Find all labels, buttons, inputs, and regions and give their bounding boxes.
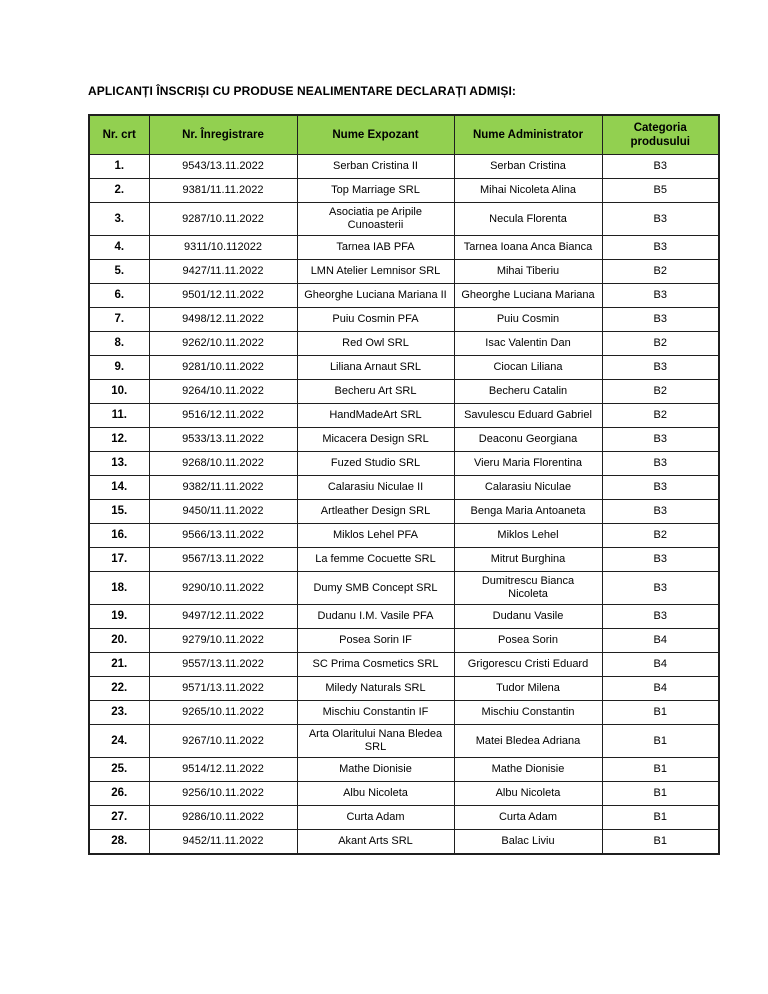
row-number: 16. <box>89 524 149 548</box>
table-row <box>89 830 719 854</box>
applicants-table <box>88 114 720 855</box>
exhibitor-name: Becheru Art SRL <box>297 380 454 404</box>
administrator-name: Mathe Dionisie <box>454 758 602 782</box>
exhibitor-name: Akant Arts SRL <box>297 830 454 854</box>
table-row <box>89 155 719 179</box>
table-header <box>89 115 719 155</box>
administrator-name: Calarasiu Niculae <box>454 476 602 500</box>
table-row <box>89 380 719 404</box>
row-number: 13. <box>89 452 149 476</box>
administrator-name: Posea Sorin <box>454 629 602 653</box>
column-header-administrator: Nume Administrator <box>454 115 602 155</box>
registration-number: 9256/10.11.2022 <box>149 782 297 806</box>
administrator-name: Serban Cristina <box>454 155 602 179</box>
administrator-name: Dumitrescu Bianca Nicoleta <box>454 572 602 605</box>
product-category: B1 <box>602 830 719 854</box>
administrator-name: Mihai Tiberiu <box>454 260 602 284</box>
registration-number: 9566/13.11.2022 <box>149 524 297 548</box>
administrator-name: Mitrut Burghina <box>454 548 602 572</box>
page-title: APLICANȚI ÎNSCRIȘI CU PRODUSE NEALIMENTARE DECLARAȚI ADMIȘI: <box>88 84 517 98</box>
table-row <box>89 476 719 500</box>
exhibitor-name: La femme Cocuette SRL <box>297 548 454 572</box>
administrator-name: Ciocan Liliana <box>454 356 602 380</box>
header-row <box>89 115 719 155</box>
product-category: B3 <box>602 356 719 380</box>
row-number: 12. <box>89 428 149 452</box>
administrator-name: Becheru Catalin <box>454 380 602 404</box>
exhibitor-name: Tarnea IAB PFA <box>297 236 454 260</box>
administrator-name: Balac Liviu <box>454 830 602 854</box>
registration-number: 9382/11.11.2022 <box>149 476 297 500</box>
table-row <box>89 332 719 356</box>
registration-number: 9497/12.11.2022 <box>149 605 297 629</box>
product-category: B1 <box>602 782 719 806</box>
product-category: B3 <box>602 203 719 236</box>
table-row <box>89 428 719 452</box>
table-row <box>89 203 719 236</box>
product-category: B2 <box>602 332 719 356</box>
administrator-name: Benga Maria Antoaneta <box>454 500 602 524</box>
row-number: 14. <box>89 476 149 500</box>
table-row <box>89 548 719 572</box>
product-category: B3 <box>602 500 719 524</box>
product-category: B2 <box>602 404 719 428</box>
registration-number: 9268/10.11.2022 <box>149 452 297 476</box>
table-row <box>89 284 719 308</box>
column-header-inregistrare: Nr. Înregistrare <box>149 115 297 155</box>
administrator-name: Necula Florenta <box>454 203 602 236</box>
table-row <box>89 782 719 806</box>
exhibitor-name: Posea Sorin IF <box>297 629 454 653</box>
administrator-name: Puiu Cosmin <box>454 308 602 332</box>
row-number: 6. <box>89 284 149 308</box>
product-category: B3 <box>602 605 719 629</box>
document-page <box>88 84 718 855</box>
row-number: 7. <box>89 308 149 332</box>
exhibitor-name: Puiu Cosmin PFA <box>297 308 454 332</box>
product-category: B1 <box>602 701 719 725</box>
administrator-name: Vieru Maria Florentina <box>454 452 602 476</box>
registration-number: 9543/13.11.2022 <box>149 155 297 179</box>
registration-number: 9381/11.11.2022 <box>149 179 297 203</box>
table-row <box>89 701 719 725</box>
registration-number: 9264/10.11.2022 <box>149 380 297 404</box>
product-category: B2 <box>602 380 719 404</box>
exhibitor-name: Serban Cristina II <box>297 155 454 179</box>
exhibitor-name: Liliana Arnaut SRL <box>297 356 454 380</box>
exhibitor-name: Red Owl SRL <box>297 332 454 356</box>
registration-number: 9281/10.11.2022 <box>149 356 297 380</box>
registration-number: 9450/11.11.2022 <box>149 500 297 524</box>
exhibitor-name: Miledy Naturals SRL <box>297 677 454 701</box>
column-header-expozant: Nume Expozant <box>297 115 454 155</box>
row-number: 19. <box>89 605 149 629</box>
table-row <box>89 308 719 332</box>
product-category: B1 <box>602 725 719 758</box>
table-row <box>89 572 719 605</box>
exhibitor-name: Dudanu I.M. Vasile PFA <box>297 605 454 629</box>
row-number: 22. <box>89 677 149 701</box>
administrator-name: Dudanu Vasile <box>454 605 602 629</box>
exhibitor-name: Gheorghe Luciana Mariana II <box>297 284 454 308</box>
registration-number: 9514/12.11.2022 <box>149 758 297 782</box>
registration-number: 9290/10.11.2022 <box>149 572 297 605</box>
row-number: 3. <box>89 203 149 236</box>
exhibitor-name: Asociatia pe Aripile Cunoasterii <box>297 203 454 236</box>
row-number: 20. <box>89 629 149 653</box>
administrator-name: Mischiu Constantin <box>454 701 602 725</box>
row-number: 1. <box>89 155 149 179</box>
row-number: 28. <box>89 830 149 854</box>
exhibitor-name: Micacera Design SRL <box>297 428 454 452</box>
product-category: B3 <box>602 308 719 332</box>
table-row <box>89 404 719 428</box>
row-number: 11. <box>89 404 149 428</box>
table-row <box>89 236 719 260</box>
administrator-name: Tudor Milena <box>454 677 602 701</box>
table-row <box>89 452 719 476</box>
registration-number: 9498/12.11.2022 <box>149 308 297 332</box>
product-category: B3 <box>602 428 719 452</box>
administrator-name: Mihai Nicoleta Alina <box>454 179 602 203</box>
row-number: 25. <box>89 758 149 782</box>
row-number: 18. <box>89 572 149 605</box>
row-number: 17. <box>89 548 149 572</box>
table-row <box>89 758 719 782</box>
exhibitor-name: Mischiu Constantin IF <box>297 701 454 725</box>
table-row <box>89 653 719 677</box>
product-category: B3 <box>602 572 719 605</box>
row-number: 4. <box>89 236 149 260</box>
product-category: B5 <box>602 179 719 203</box>
administrator-name: Matei Bledea Adriana <box>454 725 602 758</box>
exhibitor-name: Top Marriage SRL <box>297 179 454 203</box>
product-category: B4 <box>602 677 719 701</box>
row-number: 8. <box>89 332 149 356</box>
administrator-name: Miklos Lehel <box>454 524 602 548</box>
product-category: B1 <box>602 758 719 782</box>
exhibitor-name: Fuzed Studio SRL <box>297 452 454 476</box>
product-category: B1 <box>602 806 719 830</box>
exhibitor-name: Calarasiu Niculae II <box>297 476 454 500</box>
exhibitor-name: LMN Atelier Lemnisor SRL <box>297 260 454 284</box>
exhibitor-name: Dumy SMB Concept SRL <box>297 572 454 605</box>
table-row <box>89 629 719 653</box>
administrator-name: Tarnea Ioana Anca Bianca <box>454 236 602 260</box>
table-row <box>89 605 719 629</box>
table-row <box>89 260 719 284</box>
administrator-name: Savulescu Eduard Gabriel <box>454 404 602 428</box>
product-category: B3 <box>602 284 719 308</box>
registration-number: 9279/10.11.2022 <box>149 629 297 653</box>
exhibitor-name: Mathe Dionisie <box>297 758 454 782</box>
registration-number: 9286/10.11.2022 <box>149 806 297 830</box>
registration-number: 9287/10.11.2022 <box>149 203 297 236</box>
registration-number: 9267/10.11.2022 <box>149 725 297 758</box>
registration-number: 9571/13.11.2022 <box>149 677 297 701</box>
product-category: B2 <box>602 524 719 548</box>
product-category: B3 <box>602 155 719 179</box>
administrator-name: Isac Valentin Dan <box>454 332 602 356</box>
table-row <box>89 356 719 380</box>
exhibitor-name: SC Prima Cosmetics SRL <box>297 653 454 677</box>
row-number: 2. <box>89 179 149 203</box>
table-row <box>89 677 719 701</box>
row-number: 26. <box>89 782 149 806</box>
product-category: B3 <box>602 236 719 260</box>
column-header-nr-crt: Nr. crt <box>89 115 149 155</box>
table-row <box>89 725 719 758</box>
column-header-categoria: Categoria produsului <box>602 115 719 155</box>
administrator-name: Curta Adam <box>454 806 602 830</box>
registration-number: 9262/10.11.2022 <box>149 332 297 356</box>
product-category: B4 <box>602 653 719 677</box>
row-number: 23. <box>89 701 149 725</box>
administrator-name: Gheorghe Luciana Mariana <box>454 284 602 308</box>
row-number: 15. <box>89 500 149 524</box>
registration-number: 9427/11.11.2022 <box>149 260 297 284</box>
registration-number: 9557/13.11.2022 <box>149 653 297 677</box>
row-number: 21. <box>89 653 149 677</box>
table-row <box>89 524 719 548</box>
row-number: 5. <box>89 260 149 284</box>
exhibitor-name: Artleather Design SRL <box>297 500 454 524</box>
row-number: 27. <box>89 806 149 830</box>
exhibitor-name: Curta Adam <box>297 806 454 830</box>
administrator-name: Grigorescu Cristi Eduard <box>454 653 602 677</box>
registration-number: 9452/11.11.2022 <box>149 830 297 854</box>
administrator-name: Albu Nicoleta <box>454 782 602 806</box>
table-body <box>89 155 719 854</box>
product-category: B4 <box>602 629 719 653</box>
registration-number: 9533/13.11.2022 <box>149 428 297 452</box>
exhibitor-name: Arta Olaritului Nana Bledea SRL <box>297 725 454 758</box>
registration-number: 9567/13.11.2022 <box>149 548 297 572</box>
product-category: B2 <box>602 260 719 284</box>
table-row <box>89 500 719 524</box>
product-category: B3 <box>602 476 719 500</box>
product-category: B3 <box>602 452 719 476</box>
product-category: B3 <box>602 548 719 572</box>
exhibitor-name: Miklos Lehel PFA <box>297 524 454 548</box>
administrator-name: Deaconu Georgiana <box>454 428 602 452</box>
table-row <box>89 179 719 203</box>
registration-number: 9516/12.11.2022 <box>149 404 297 428</box>
exhibitor-name: Albu Nicoleta <box>297 782 454 806</box>
registration-number: 9501/12.11.2022 <box>149 284 297 308</box>
row-number: 9. <box>89 356 149 380</box>
registration-number: 9265/10.11.2022 <box>149 701 297 725</box>
registration-number: 9311/10.112022 <box>149 236 297 260</box>
exhibitor-name: HandMadeArt SRL <box>297 404 454 428</box>
row-number: 24. <box>89 725 149 758</box>
row-number: 10. <box>89 380 149 404</box>
table-row <box>89 806 719 830</box>
